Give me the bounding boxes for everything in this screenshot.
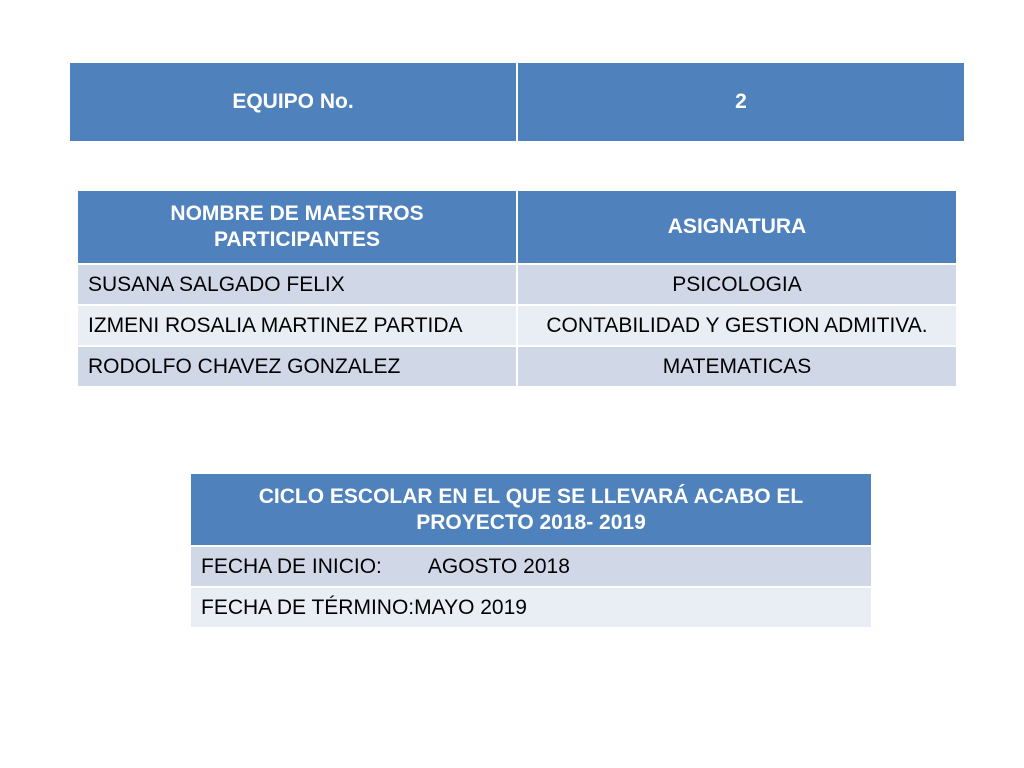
- maestro-nombre: RODOLFO CHAVEZ GONZALEZ: [77, 346, 517, 387]
- table-row: [77, 346, 957, 387]
- fecha-termino-cell: [190, 587, 872, 628]
- ciclo-header-row: [190, 473, 872, 546]
- fecha-termino-label: FECHA DE TÉRMINO:: [201, 595, 415, 619]
- maestros-table: [76, 189, 958, 388]
- equipo-table: [68, 61, 966, 143]
- fecha-inicio-label: FECHA DE INICIO:: [201, 554, 382, 578]
- ciclo-header: CICLO ESCOLAR EN EL QUE SE LLEVARÁ ACABO EL PROYECTO 2018- 2019: [190, 473, 872, 546]
- table-row: [190, 546, 872, 587]
- equipo-row: [69, 62, 965, 142]
- fecha-inicio-value: AGOSTO 2018: [427, 554, 570, 578]
- maestro-asignatura: MATEMATICAS: [517, 346, 957, 387]
- fecha-inicio-cell: [190, 546, 872, 587]
- fecha-termino-value: MAYO 2019: [414, 595, 527, 619]
- header-asignatura: ASIGNATURA: [517, 190, 957, 264]
- maestros-header-row: [77, 190, 957, 264]
- table-row: [190, 587, 872, 628]
- equipo-label: EQUIPO No.: [69, 62, 517, 142]
- maestro-nombre: SUSANA SALGADO FELIX: [77, 264, 517, 305]
- maestro-nombre: IZMENI ROSALIA MARTINEZ PARTIDA: [77, 305, 517, 346]
- table-row: [77, 264, 957, 305]
- ciclo-table: [189, 472, 873, 629]
- maestro-asignatura: CONTABILIDAD Y GESTION ADMITIVA.: [517, 305, 957, 346]
- header-nombre: NOMBRE DE MAESTROS PARTICIPANTES: [77, 190, 517, 264]
- equipo-number: 2: [517, 62, 965, 142]
- maestro-asignatura: PSICOLOGIA: [517, 264, 957, 305]
- table-row: [77, 305, 957, 346]
